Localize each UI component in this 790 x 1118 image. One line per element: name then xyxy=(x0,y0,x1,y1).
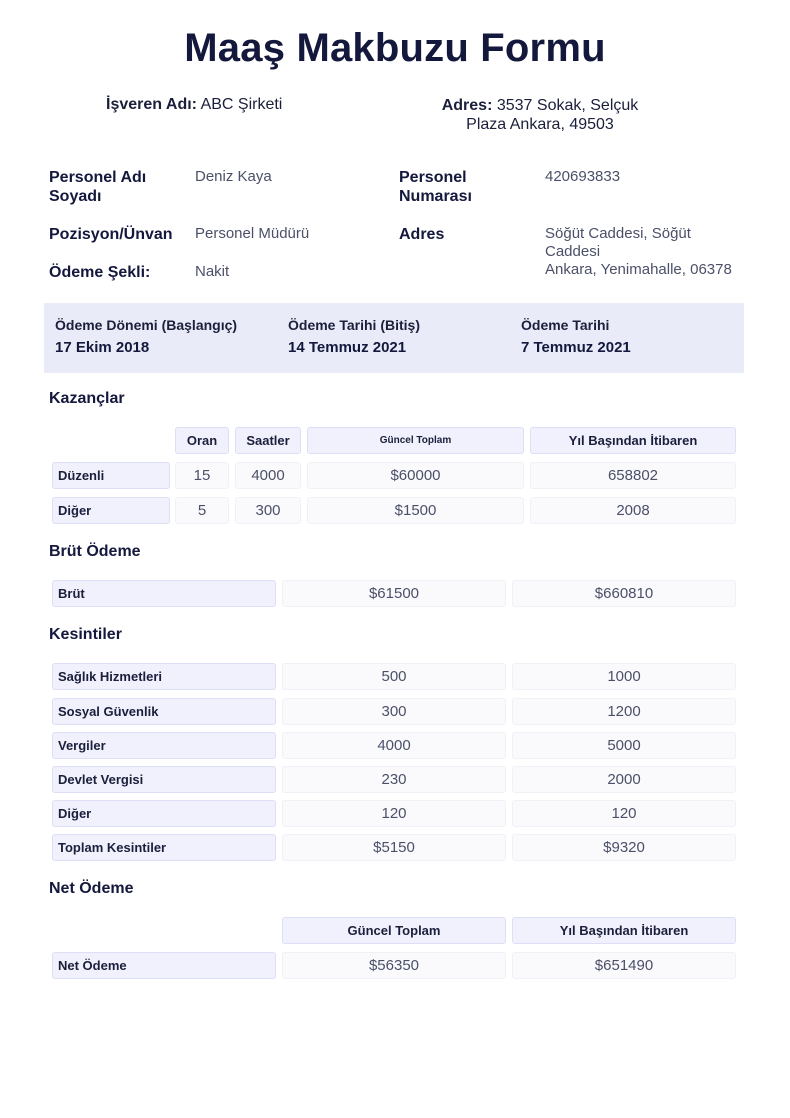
employer-address-label: Adres: xyxy=(441,97,493,114)
deduction-ytd: 2000 xyxy=(512,766,736,793)
employer-address xyxy=(430,96,650,134)
net-current: $56350 xyxy=(282,952,506,979)
earnings-hours: 300 xyxy=(235,497,301,524)
earnings-current: $60000 xyxy=(307,462,524,489)
net-row-label: Net Ödeme xyxy=(52,952,276,979)
earnings-header-ytd: Yıl Başından İtibaren xyxy=(530,427,736,454)
deduction-ytd: 120 xyxy=(512,800,736,827)
deduction-ytd: 1000 xyxy=(512,663,736,690)
earnings-hours: 4000 xyxy=(235,462,301,489)
earnings-header-current: Güncel Toplam xyxy=(307,427,524,454)
employee-address-label: Adres xyxy=(399,226,445,243)
earnings-ytd: 658802 xyxy=(530,462,736,489)
employee-address-line2: Caddesi xyxy=(545,243,601,260)
deduction-row-label: Vergiler xyxy=(52,732,276,759)
deduction-row-label: Devlet Vergisi xyxy=(52,766,276,793)
employee-number-label-line1: Personel xyxy=(399,169,467,186)
deduction-total-ytd: $9320 xyxy=(512,834,736,861)
employee-address-line1: Söğüt Caddesi, Söğüt xyxy=(545,225,691,242)
payment-method-label: Ödeme Şekli: xyxy=(49,264,151,281)
deduction-row-label: Sosyal Güvenlik xyxy=(52,698,276,725)
employer-value: ABC Şirketi xyxy=(200,96,283,113)
employer-address-line1: 3537 Sokak, Selçuk xyxy=(496,97,639,114)
position-value: Personel Müdürü xyxy=(195,225,310,242)
gross-ytd: $660810 xyxy=(512,580,736,607)
earnings-header-hours: Saatler xyxy=(235,427,301,454)
employer-name xyxy=(106,96,282,114)
deduction-current: 4000 xyxy=(282,732,506,759)
net-ytd: $651490 xyxy=(512,952,736,979)
pay-date-value: 7 Temmuz 2021 xyxy=(521,339,631,356)
pay-period-panel xyxy=(44,303,744,373)
net-header-ytd: Yıl Başından İtibaren xyxy=(512,917,736,944)
deduction-current: 230 xyxy=(282,766,506,793)
employer-label: İşveren Adı: xyxy=(106,96,197,113)
earnings-title: Kazançlar xyxy=(49,390,125,407)
gross-row-label: Brüt xyxy=(52,580,276,607)
gross-title: Brüt Ödeme xyxy=(49,543,141,560)
period-end xyxy=(288,317,420,356)
period-start-label: Ödeme Dönemi (Başlangıç) xyxy=(55,317,238,333)
position-label: Pozisyon/Ünvan xyxy=(49,226,173,243)
deduction-current: 300 xyxy=(282,698,506,725)
employee-number-label-line2: Numarası xyxy=(399,188,472,205)
earnings-row-label: Diğer xyxy=(52,497,170,524)
employee-address-line3: Ankara, Yenimahalle, 06378 xyxy=(545,261,732,278)
pay-date xyxy=(521,317,631,356)
gross-current: $61500 xyxy=(282,580,506,607)
earnings-current: $1500 xyxy=(307,497,524,524)
employer-address-line2: Plaza Ankara, 49503 xyxy=(466,116,614,133)
employee-address-value xyxy=(545,225,732,279)
page-title: Maaş Makbuzu Formu xyxy=(184,26,606,70)
deductions-title: Kesintiler xyxy=(49,626,122,643)
deduction-current: 500 xyxy=(282,663,506,690)
earnings-rate: 15 xyxy=(175,462,229,489)
earnings-row-label: Düzenli xyxy=(52,462,170,489)
employee-number-value: 420693833 xyxy=(545,168,621,185)
deduction-row-label: Diğer xyxy=(52,800,276,827)
employee-name-label-line1: Personel Adı xyxy=(49,169,147,186)
deduction-ytd: 5000 xyxy=(512,732,736,759)
deduction-current: 120 xyxy=(282,800,506,827)
deduction-row-label: Sağlık Hizmetleri xyxy=(52,663,276,690)
pay-date-label: Ödeme Tarihi xyxy=(521,317,610,333)
earnings-header-rate: Oran xyxy=(175,427,229,454)
period-end-value: 14 Temmuz 2021 xyxy=(288,339,407,356)
employee-number-label xyxy=(399,168,472,206)
period-start xyxy=(55,317,237,356)
deduction-total-label: Toplam Kesintiler xyxy=(52,834,276,861)
earnings-ytd: 2008 xyxy=(530,497,736,524)
deduction-total-current: $5150 xyxy=(282,834,506,861)
earnings-rate: 5 xyxy=(175,497,229,524)
deduction-ytd: 1200 xyxy=(512,698,736,725)
net-header-current: Güncel Toplam xyxy=(282,917,506,944)
period-end-label: Ödeme Tarihi (Bitiş) xyxy=(288,317,420,333)
net-pay-title: Net Ödeme xyxy=(49,880,134,897)
period-start-value: 17 Ekim 2018 xyxy=(55,339,150,356)
payment-method-value: Nakit xyxy=(195,263,230,280)
employee-name-label xyxy=(49,168,146,206)
employee-name-label-line2: Soyadı xyxy=(49,188,102,205)
employee-name-value: Deniz Kaya xyxy=(195,168,272,185)
